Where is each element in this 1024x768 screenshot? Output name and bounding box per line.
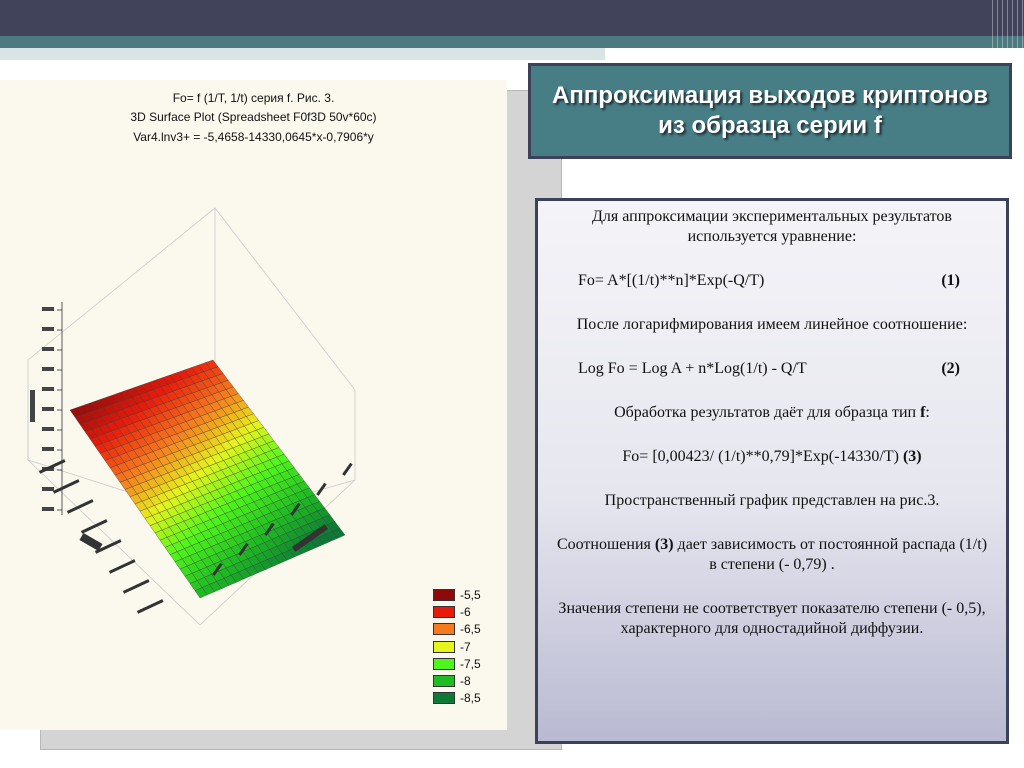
paragraph-intro: Для аппроксимации экспериментальных результатов используется уравнение: bbox=[592, 208, 952, 245]
plot-title-line3: Var4.lnv3+ = -5,4658-14330,0645*x-0,7906*y bbox=[133, 130, 374, 144]
legend-item bbox=[433, 621, 481, 638]
legend-label: -8 bbox=[460, 674, 471, 689]
processing-text: Обработка результатов даёт для образца тип bbox=[614, 404, 921, 421]
header-stripes-decoration bbox=[992, 0, 1024, 60]
legend-item bbox=[433, 690, 481, 707]
z-axis-tick-labels-illegible bbox=[30, 307, 54, 511]
legend-item bbox=[433, 586, 481, 603]
legend-label: -7 bbox=[460, 639, 471, 654]
paragraph-conclusion: Значения степени не соответствует показателю степени (- 0,5), характерного для одностадийной диффузии. bbox=[558, 600, 986, 637]
legend-item bbox=[433, 672, 481, 689]
surface-plot-graphic bbox=[0, 80, 507, 730]
header-bar bbox=[0, 0, 1024, 36]
equation-2-text: Log Fo = Log A + n*Log(1/t) - Q/T bbox=[578, 360, 807, 377]
equation-1 bbox=[552, 271, 992, 291]
equation-3-text: Fo= [0,00423/ (1/t)**0,79]*Exp(-14330/T) bbox=[622, 448, 903, 465]
equation-1-number: (1) bbox=[941, 272, 960, 289]
legend-swatch bbox=[433, 641, 455, 653]
legend-item bbox=[433, 655, 481, 672]
paragraph-figure-ref: Пространственный график представлен на рис.3. bbox=[604, 492, 940, 509]
explanation-text-box bbox=[535, 198, 1009, 744]
equation-2 bbox=[552, 359, 992, 379]
legend-swatch bbox=[433, 606, 455, 618]
plot-title-line1: Fo= f (1/T, 1/t) серия f. Рис. 3. bbox=[172, 91, 335, 105]
paragraph-dependence bbox=[552, 535, 992, 575]
paragraph-log: После логарифмирования имеем линейное соотношение: bbox=[576, 316, 968, 333]
slide-title-line2: из образца серии f bbox=[658, 112, 882, 139]
equation-1-text: Fo= A*[(1/t)**n]*Exp(-Q/T) bbox=[578, 272, 765, 289]
legend-label: -7,5 bbox=[460, 656, 481, 671]
equation-3-number: (3) bbox=[902, 448, 922, 465]
legend-label: -8,5 bbox=[460, 691, 481, 706]
color-legend bbox=[433, 586, 481, 707]
legend-swatch bbox=[433, 589, 455, 601]
dependence-text-a: Соотношения bbox=[556, 536, 655, 553]
equation-3 bbox=[552, 447, 992, 467]
legend-swatch bbox=[433, 623, 455, 635]
processing-colon: : bbox=[925, 404, 930, 421]
dependence-equation-number: (3) bbox=[654, 536, 674, 553]
header-accent-band bbox=[0, 36, 1024, 48]
legend-label: -5,5 bbox=[460, 587, 481, 602]
legend-item bbox=[433, 603, 481, 620]
header-light-band bbox=[0, 48, 605, 60]
legend-label: -6,5 bbox=[460, 622, 481, 637]
legend-swatch bbox=[433, 675, 455, 687]
legend-item bbox=[433, 638, 481, 655]
sample-type: f bbox=[920, 404, 926, 421]
slide-title-box bbox=[528, 63, 1012, 159]
equation-2-number: (2) bbox=[941, 360, 960, 377]
surface-mesh bbox=[70, 360, 345, 598]
slide-title-line1: Аппроксимация выходов криптонов bbox=[552, 82, 988, 109]
legend-swatch bbox=[433, 658, 455, 670]
paragraph-processing bbox=[552, 403, 992, 423]
plot-title-line2: 3D Surface Plot (Spreadsheet F0f3D 50v*60c) bbox=[130, 110, 377, 124]
legend-label: -6 bbox=[460, 604, 471, 619]
dependence-text-b: дает зависимость от постоянной распада (1/t) в степени (- 0,79) . bbox=[673, 536, 988, 573]
legend-swatch bbox=[433, 692, 455, 704]
